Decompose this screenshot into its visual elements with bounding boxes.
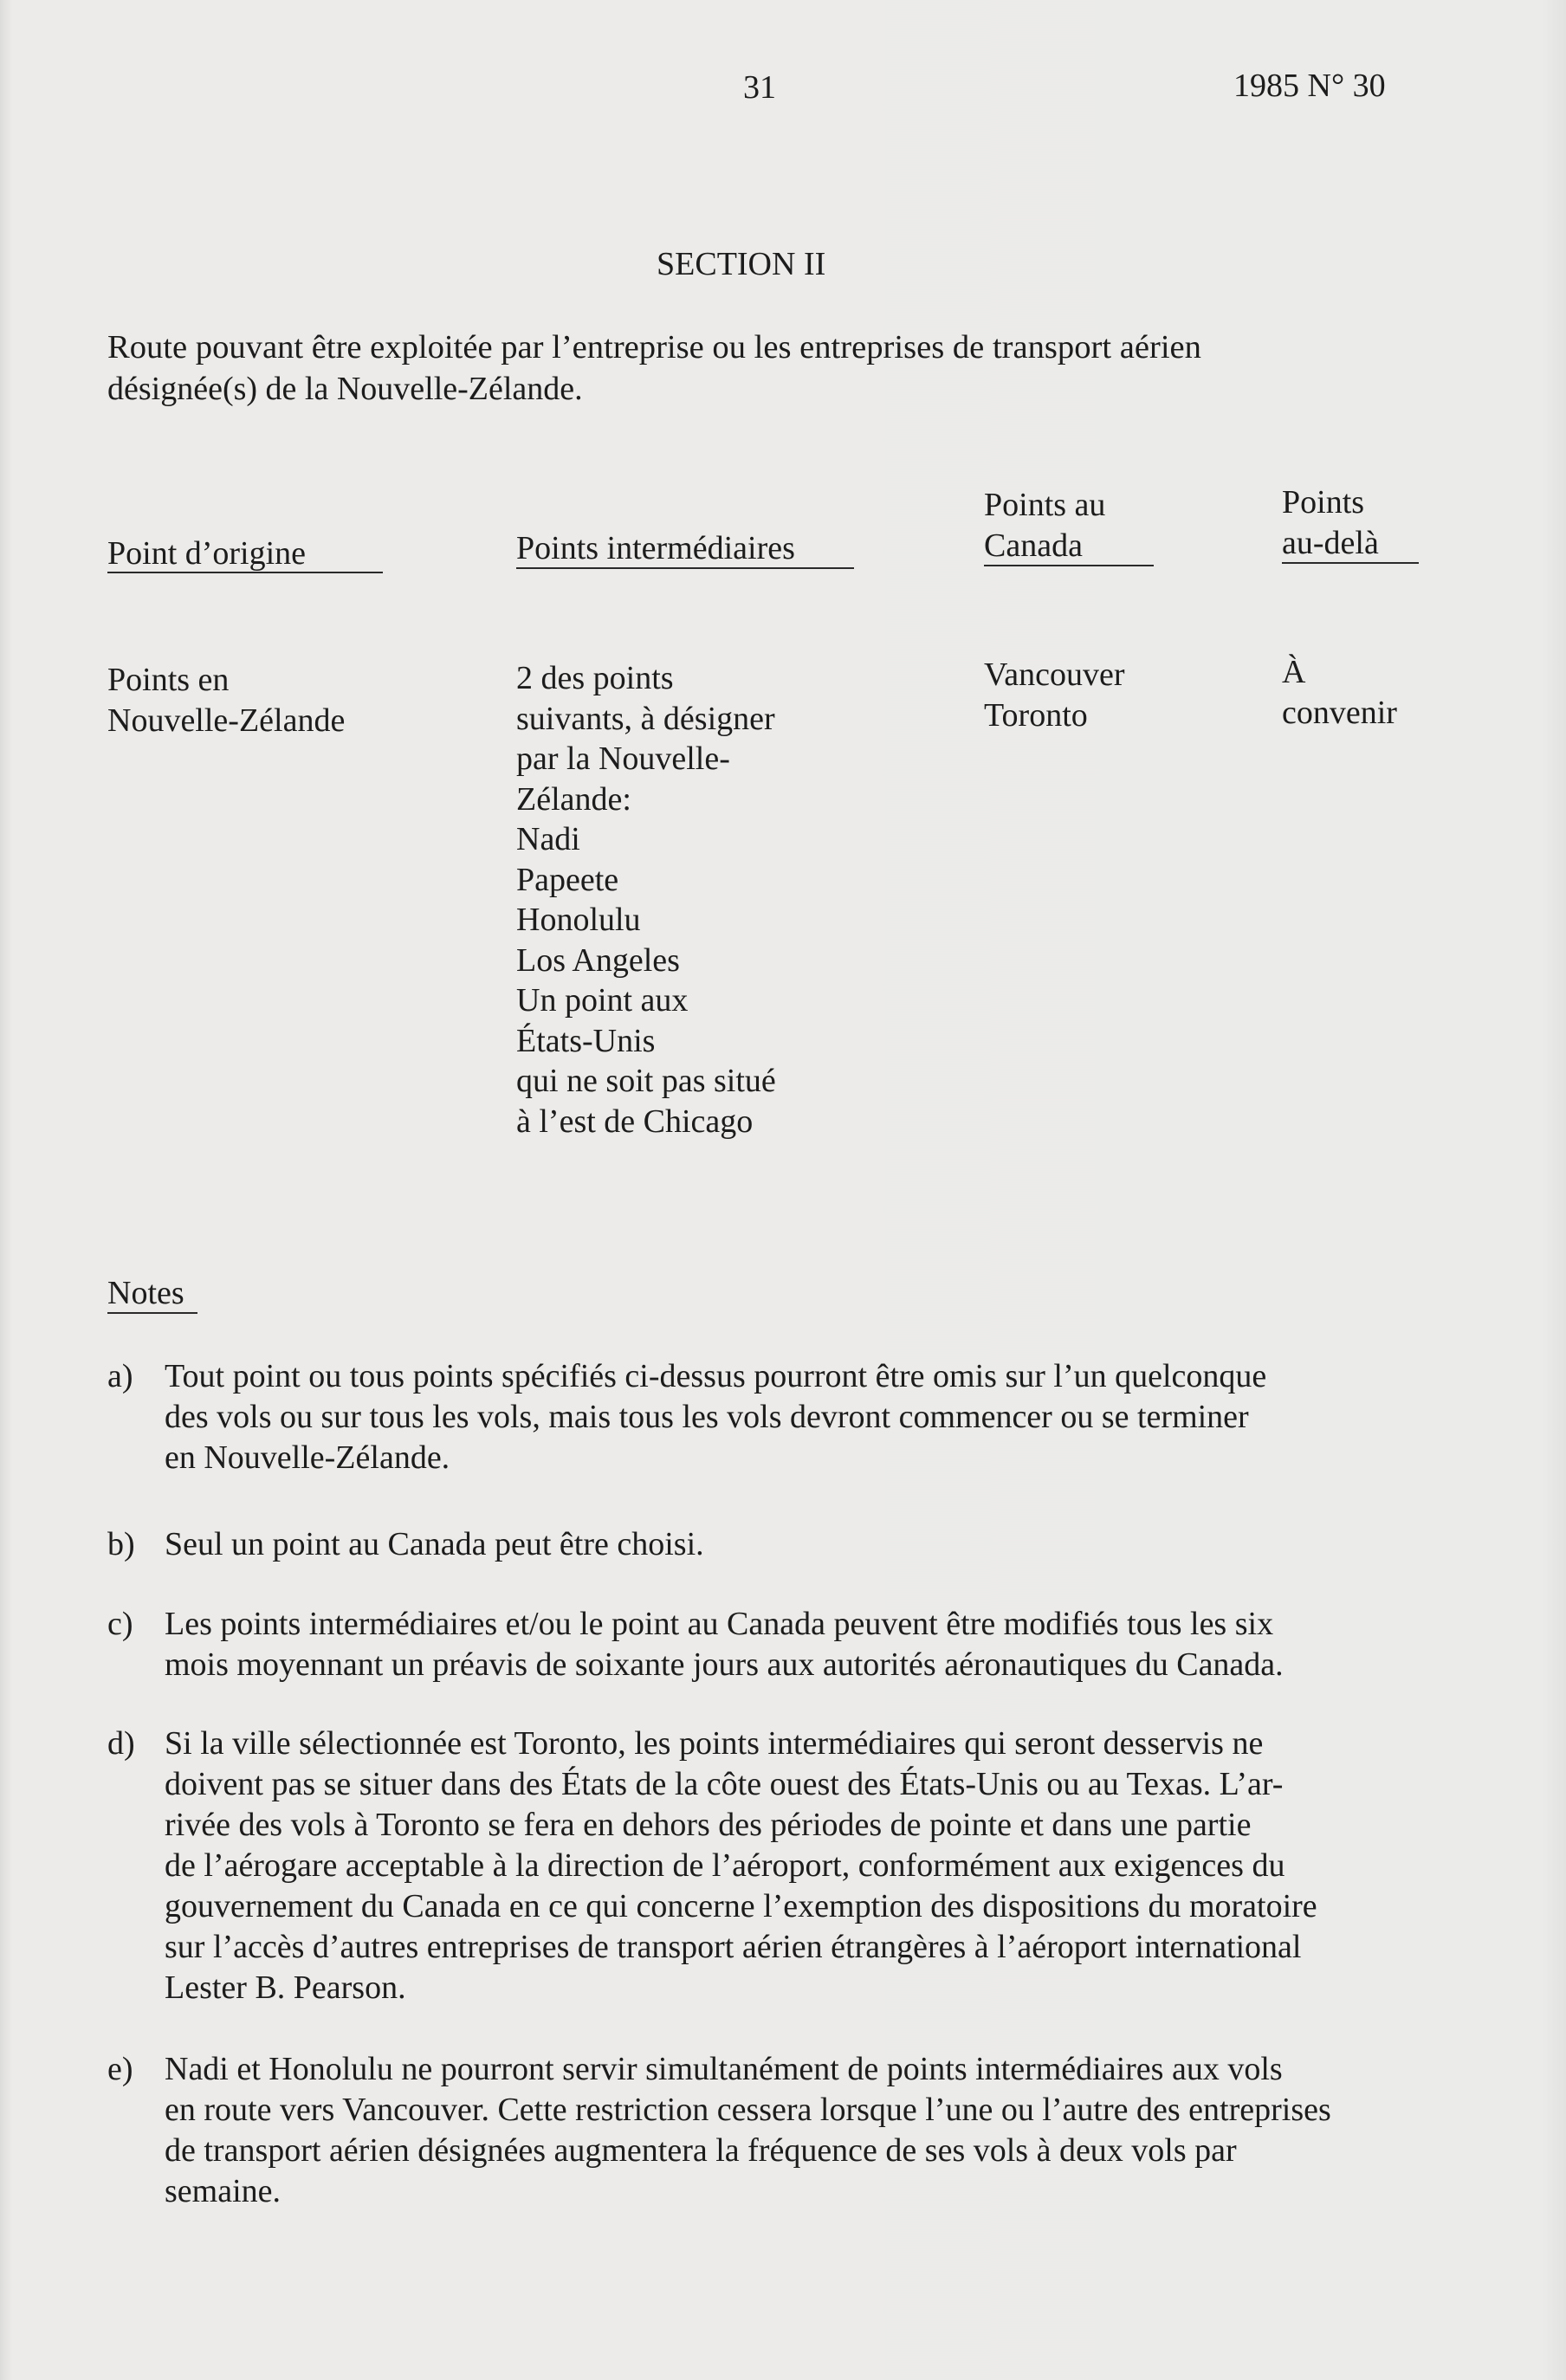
note-line: Seul un point au Canada peut être choisi. bbox=[165, 1526, 704, 1562]
cell-line: Nouvelle-Zélande bbox=[107, 702, 346, 739]
cell-line: Zélande: bbox=[516, 780, 631, 818]
publication-reference: 1985 N° 30 bbox=[1233, 68, 1386, 104]
note-letter: a) bbox=[107, 1358, 133, 1394]
page-number: 31 bbox=[743, 69, 776, 106]
note-line: des vols ou sur tous les vols, mais tous les vols devront commencer ou se terminer bbox=[165, 1399, 1249, 1435]
cell-line: par la Nouvelle- bbox=[516, 741, 730, 777]
cell-beyond bbox=[1282, 652, 1397, 733]
note-line: de l’aérogare acceptable à la direction de l’aéroport, conformément aux exigences du bbox=[165, 1847, 1285, 1884]
note-line: mois moyennant un préavis de soixante jours aux autorités aéronautiques du Canada. bbox=[165, 1646, 1284, 1683]
header-au-dela: au-delà bbox=[1282, 525, 1379, 561]
header-rule-intermediate bbox=[516, 567, 854, 569]
note-line: doivent pas se situer dans des États de la côte ouest des États-Unis ou au Texas. L’ar- bbox=[165, 1766, 1284, 1802]
note-a-text bbox=[165, 1356, 1490, 1478]
notes-heading: Notes bbox=[107, 1275, 184, 1311]
cell-line: convenir bbox=[1282, 694, 1397, 731]
note-line: semaine. bbox=[165, 2173, 281, 2209]
note-letter: e) bbox=[107, 2051, 133, 2087]
note-line: Tout point ou tous points spécifiés ci-dessus pourront être omis sur l’un quelconque bbox=[165, 1358, 1267, 1394]
note-b-text bbox=[165, 1524, 1490, 1565]
cell-line: Points en bbox=[107, 662, 230, 698]
note-letter: d) bbox=[107, 1725, 135, 1762]
notes-heading-rule bbox=[107, 1312, 197, 1314]
cell-canada bbox=[984, 655, 1124, 735]
note-line: de transport aérien désignées augmentera la fréquence de ses vols à deux vols par bbox=[165, 2132, 1237, 2169]
cell-line: États-Unis bbox=[516, 1022, 656, 1059]
cell-line: 2 des points bbox=[516, 660, 674, 696]
cell-line: Un point aux bbox=[516, 982, 689, 1019]
note-line: en route vers Vancouver. Cette restriction cessera lorsque l’une ou l’autre des entreprises bbox=[165, 2092, 1331, 2128]
note-line: Si la ville sélectionnée est Toronto, les points intermédiaires qui seront desservis ne bbox=[165, 1725, 1264, 1762]
note-letter: c) bbox=[107, 1606, 133, 1642]
header-rule-origin bbox=[107, 572, 383, 573]
cell-intermediate bbox=[516, 658, 776, 1141]
note-line: Lester B. Pearson. bbox=[165, 1969, 406, 2006]
header-points-intermediaires: Points intermédiaires bbox=[516, 530, 795, 566]
note-line: gouvernement du Canada en ce qui concerne l’exemption des dispositions du moratoire bbox=[165, 1888, 1317, 1924]
header-points: Points bbox=[1282, 484, 1365, 521]
note-line: sur l’accès d’autres entreprises de transport aérien étrangères à l’aéroport international bbox=[165, 1929, 1302, 1965]
note-line: en Nouvelle-Zélande. bbox=[165, 1439, 450, 1476]
intro-line-1: Route pouvant être exploitée par l’entreprise ou les entreprises de transport aérien bbox=[107, 329, 1201, 365]
cell-line: qui ne soit pas situé bbox=[516, 1063, 776, 1099]
header-canada: Canada bbox=[984, 527, 1083, 564]
note-c-text bbox=[165, 1604, 1490, 1685]
cell-line: à l’est de Chicago bbox=[516, 1103, 754, 1140]
cell-line: Vancouver bbox=[984, 656, 1125, 693]
note-line: Les points intermédiaires et/ou le point au Canada peuvent être modifiés tous les six bbox=[165, 1606, 1274, 1642]
cell-line: À bbox=[1282, 654, 1306, 690]
cell-line: Los Angeles bbox=[516, 941, 680, 979]
note-line: rivée des vols à Toronto se fera en dehors des périodes de pointe et dans une partie bbox=[165, 1807, 1252, 1843]
cell-line: Nadi bbox=[516, 821, 580, 857]
cell-origin bbox=[107, 660, 345, 741]
cell-line: suivants, à désigner bbox=[516, 700, 775, 737]
header-point-origine: Point d’origine bbox=[107, 535, 307, 572]
cell-line: Papeete bbox=[516, 861, 619, 898]
note-line: Nadi et Honolulu ne pourront servir simultanément de points intermédiaires aux vols bbox=[165, 2051, 1283, 2087]
header-points-au: Points au bbox=[984, 487, 1106, 523]
note-d-text bbox=[165, 1724, 1490, 2008]
cell-line: Toronto bbox=[984, 696, 1088, 734]
note-letter: b) bbox=[107, 1526, 135, 1562]
intro-line-2: désignée(s) de la Nouvelle-Zélande. bbox=[107, 371, 583, 407]
cell-line: Honolulu bbox=[516, 902, 641, 938]
header-rule-beyond bbox=[1282, 562, 1419, 564]
section-title: SECTION II bbox=[657, 246, 826, 282]
note-e-text bbox=[165, 2049, 1490, 2212]
header-rule-canada bbox=[984, 565, 1154, 566]
